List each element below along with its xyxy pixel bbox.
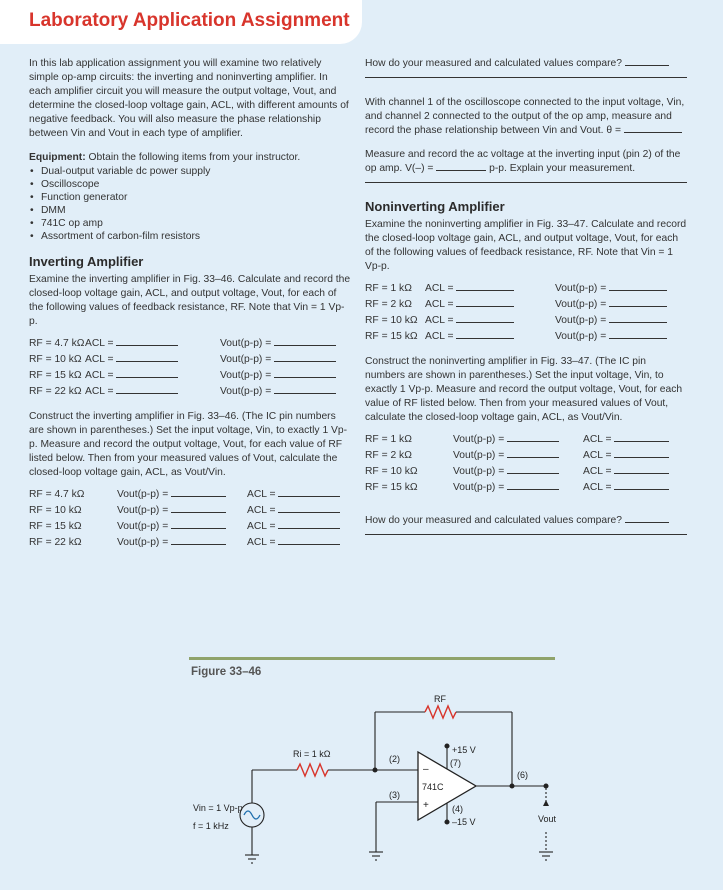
- vout-label: Vout(p-p) =: [453, 482, 505, 493]
- resistor-label: RF = 10 kΩ: [365, 315, 418, 326]
- acl-label: ACL =: [85, 354, 114, 365]
- vout-label: Vout(p-p) =: [453, 450, 505, 461]
- vout-label: Vout(p-p) =: [220, 338, 272, 349]
- equipment-heading: Equipment:: [29, 152, 86, 163]
- acl-label: ACL =: [583, 434, 612, 445]
- vout-label: Vout(p-p) =: [117, 521, 169, 532]
- sine-icon: [244, 811, 260, 819]
- ri-label: Ri = 1 kΩ: [293, 749, 331, 759]
- vout-label: Vout(p-p) =: [220, 370, 272, 381]
- node-dot: [510, 784, 514, 788]
- equipment-item: • Function generator: [29, 191, 351, 204]
- figure-caption: Figure 33–46: [191, 666, 262, 678]
- pin3-label: (3): [389, 790, 400, 800]
- acl-label: ACL =: [425, 331, 454, 342]
- pin2-text: Measure and record the ac voltage at the inverting input (pin 2) of the op amp. V(–) =: [365, 149, 681, 174]
- resistor-label: RF = 15 kΩ: [365, 331, 418, 342]
- terminal-dot: [445, 744, 449, 748]
- noninverting-calc-paragraph: Examine the noninverting amplifier in Fig. 33–47. Calculate and record the closed-loop voltage gain, ACL, and output voltage, Vout, for each of the following values of feedback resistance, RF. Note that Vin = 1 Vp-p.: [365, 219, 687, 272]
- equipment-item: • 741C op amp: [29, 217, 351, 230]
- pin6-label: (6): [517, 770, 528, 780]
- freq-label: f = 1 kHz: [193, 821, 229, 831]
- vout-label: Vout(p-p) =: [220, 354, 272, 365]
- vout-label: Vout: [538, 814, 557, 824]
- acl-label: ACL =: [247, 537, 276, 548]
- vout-label: Vout(p-p) =: [555, 315, 607, 326]
- resistor-label: RF = 1 kΩ: [365, 434, 412, 445]
- acl-label: ACL =: [85, 338, 114, 349]
- resistor-label: RF = 22 kΩ: [29, 537, 82, 548]
- phase-text: With channel 1 of the oscilloscope connected to the input voltage, Vin, and channel 2 connected to the output of the op amp, measure and record the phase relationship between Vin and Vout. θ =: [365, 97, 685, 136]
- acl-label: ACL =: [247, 489, 276, 500]
- rf-label: RF: [434, 694, 446, 704]
- acl-label: ACL =: [247, 505, 276, 516]
- resistor-label: RF = 10 kΩ: [365, 466, 418, 477]
- equipment-item: • Oscilloscope: [29, 178, 351, 191]
- resistor-label: RF = 10 kΩ: [29, 505, 82, 516]
- resistor-rf-icon: [425, 706, 456, 718]
- pin7-label: (7): [450, 758, 461, 768]
- plus-sign: +: [423, 800, 429, 811]
- ground-icon: [369, 852, 383, 860]
- inverting-calc-paragraph: Examine the inverting amplifier in Fig. 33–46. Calculate and record the closed-loop voltage gain, ACL, and output voltage, Vout, for each of the following values of feedback resistance, RF. Note that Vin = 1 Vp-p.: [29, 274, 351, 327]
- pin2-label: (2): [389, 754, 400, 764]
- resistor-label: RF = 22 kΩ: [29, 386, 82, 397]
- terminal-dot: [445, 820, 449, 824]
- acl-label: ACL =: [85, 386, 114, 397]
- noninverting-measure-paragraph: Construct the noninverting amplifier in Fig. 33–47. (The IC pin numbers are shown in parentheses.) Set the input voltage, Vin, to exactly 1 Vp-p. Measure and record the output voltage, Vout, for each value of RF listed below. Then from your measured values of Vout, calculate the closed-loop voltage gain, ACL, as Vout/Vin.: [365, 356, 683, 423]
- ground-icon: [539, 852, 553, 860]
- equipment-item: • DMM: [29, 204, 351, 217]
- acl-label: ACL =: [425, 299, 454, 310]
- resistor-ri-icon: [297, 764, 328, 776]
- vout-label: Vout(p-p) =: [117, 537, 169, 548]
- inverting-measure-paragraph: Construct the inverting amplifier in Fig. 33–46. (The IC pin numbers are shown in parentheses.) Set the input voltage, Vin, to exactly 1 Vp-p. Measure and record the output voltage, Vout, for each value of RF listed below. Then from your measured values of Vout, calculate the closed-loop voltage gain, ACL, as Vout/Vin.: [29, 411, 348, 478]
- arrow-head-icon: [543, 800, 549, 806]
- vout-label: Vout(p-p) =: [555, 331, 607, 342]
- resistor-label: RF = 15 kΩ: [29, 521, 82, 532]
- vin-label: Vin = 1 Vp-p: [193, 803, 243, 813]
- acl-label: ACL =: [583, 450, 612, 461]
- intro-paragraph: In this lab application assignment you will examine two relatively simple op-amp circuits: the inverting and noninverting amplifier. In each amplifier circuit you will measure the output voltage, Vout, and determine the closed-loop voltage gain, ACL, with different amounts of negative feedback. You will also measure the phase relationship between Vin and Vout in each type of amplifier.: [29, 58, 349, 139]
- acl-label: ACL =: [583, 466, 612, 477]
- resistor-label: RF = 4.7 kΩ: [29, 338, 85, 349]
- vpos-label: +15 V: [452, 745, 476, 755]
- terminal-dot: [544, 784, 548, 788]
- resistor-label: RF = 15 kΩ: [365, 482, 418, 493]
- pin4-label: (4): [452, 804, 463, 814]
- compare-text: How do your measured and calculated values compare?: [365, 58, 622, 69]
- acl-label: ACL =: [583, 482, 612, 493]
- vout-label: Vout(p-p) =: [453, 466, 505, 477]
- page-title: Laboratory Application Assignment: [29, 10, 350, 31]
- equipment-text: Obtain the following items from your instructor.: [88, 152, 301, 163]
- resistor-label: RF = 2 kΩ: [365, 299, 412, 310]
- ground-icon: [245, 855, 259, 863]
- resistor-label: RF = 4.7 kΩ: [29, 489, 85, 500]
- chip-label: 741C: [422, 782, 444, 792]
- pin2-tail: p-p. Explain your measurement.: [489, 163, 636, 174]
- vout-label: Vout(p-p) =: [555, 299, 607, 310]
- compare-text: How do your measured and calculated values compare?: [365, 515, 622, 526]
- vout-label: Vout(p-p) =: [117, 489, 169, 500]
- equipment-item: • Dual-output variable dc power supply: [29, 165, 351, 178]
- resistor-label: RF = 1 kΩ: [365, 283, 412, 294]
- vout-label: Vout(p-p) =: [220, 386, 272, 397]
- equipment-item: • Assortment of carbon-film resistors: [29, 230, 351, 243]
- resistor-label: RF = 2 kΩ: [365, 450, 412, 461]
- minus-sign: –: [423, 764, 429, 775]
- inverting-heading: Inverting Amplifier: [29, 254, 144, 269]
- resistor-label: RF = 10 kΩ: [29, 354, 82, 365]
- vout-label: Vout(p-p) =: [555, 283, 607, 294]
- vout-label: Vout(p-p) =: [453, 434, 505, 445]
- acl-label: ACL =: [425, 283, 454, 294]
- noninverting-heading: Noninverting Amplifier: [365, 199, 505, 214]
- vneg-label: –15 V: [452, 817, 476, 827]
- acl-label: ACL =: [247, 521, 276, 532]
- resistor-label: RF = 15 kΩ: [29, 370, 82, 381]
- acl-label: ACL =: [425, 315, 454, 326]
- acl-label: ACL =: [85, 370, 114, 381]
- vout-label: Vout(p-p) =: [117, 505, 169, 516]
